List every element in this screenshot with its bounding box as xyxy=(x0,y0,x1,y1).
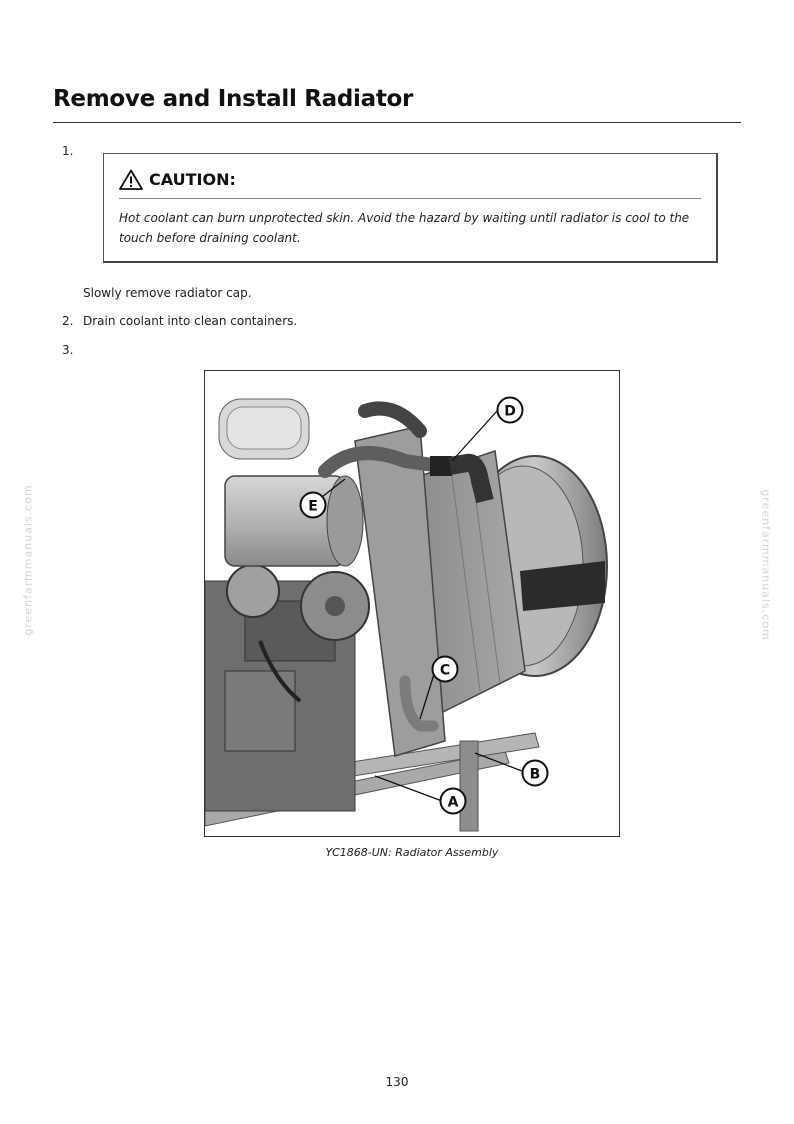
caution-header xyxy=(119,169,236,190)
callout-E xyxy=(301,493,326,518)
svg-text:B: B xyxy=(529,766,541,783)
warning-triangle-icon xyxy=(119,169,143,190)
radiator-illustration xyxy=(205,371,619,836)
step-2-text: Drain coolant into clean containers. xyxy=(83,314,298,328)
caution-text: Hot coolant can burn unprotected skin. Avoid the hazard by waiting until radiator is cool to the touch before draining coolant. xyxy=(119,211,690,245)
svg-text:E: E xyxy=(308,498,318,515)
svg-text:C: C xyxy=(439,662,451,679)
watermark-right: greenfarmmanuals.com xyxy=(759,489,773,641)
page-number: 130 xyxy=(385,1075,409,1089)
caution-divider xyxy=(119,198,701,199)
callout-B xyxy=(523,761,548,786)
step-1-text: Slowly remove radiator cap. xyxy=(83,286,252,300)
page-title: Remove and Install Radiator xyxy=(53,86,414,112)
caution-box xyxy=(103,153,718,263)
step-number-1: 1. xyxy=(62,144,74,158)
callout-A xyxy=(441,789,466,814)
watermark-left: greenfarmmanuals.com xyxy=(21,484,35,636)
figure-caption: YC1868-UN: Radiator Assembly xyxy=(325,846,499,859)
svg-text:D: D xyxy=(504,403,516,420)
callout-D xyxy=(498,398,523,423)
radiator-assembly-figure xyxy=(204,370,620,837)
title-divider xyxy=(53,122,741,123)
svg-text:A: A xyxy=(447,794,459,811)
callout-C xyxy=(433,657,458,682)
step-number-3: 3. xyxy=(62,343,74,357)
step-number-2: 2. xyxy=(62,314,74,328)
caution-label: CAUTION: xyxy=(149,170,236,189)
